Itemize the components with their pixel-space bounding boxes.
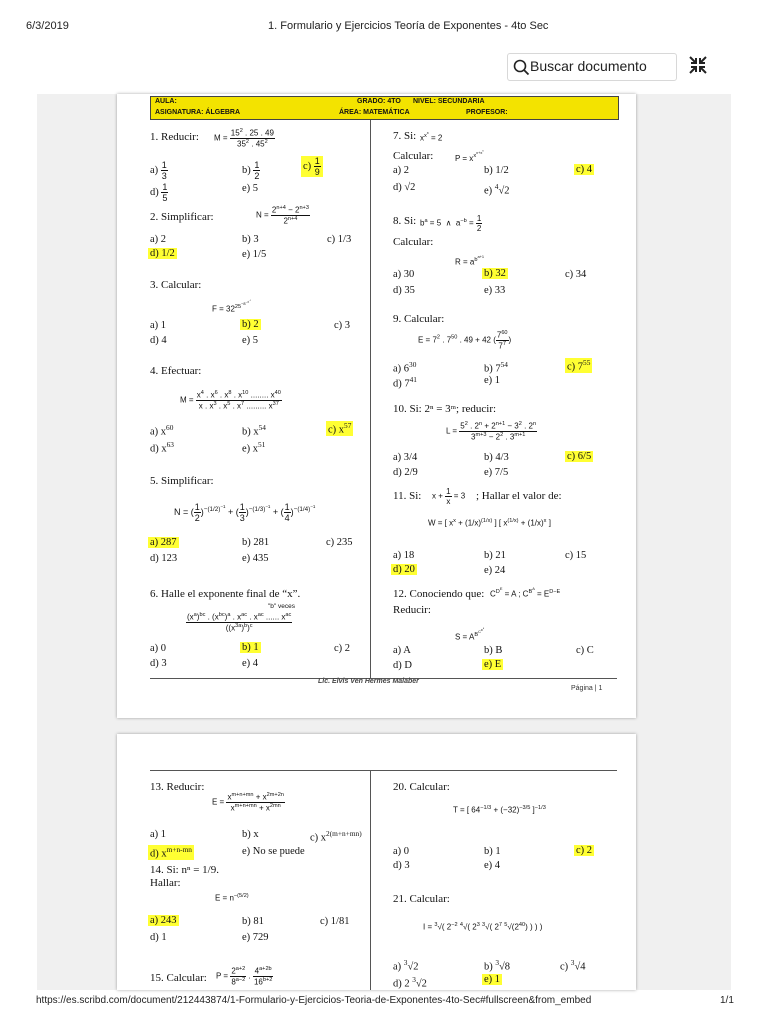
exit-fullscreen-icon[interactable]: [688, 55, 708, 75]
q14-option-e[interactable]: e) 729: [242, 932, 269, 943]
q14-label: 14. Si: nⁿ = 1/9.: [150, 864, 219, 876]
q10-option-c[interactable]: c) 6/5: [567, 451, 592, 462]
q11-option-e[interactable]: e) 24: [484, 565, 506, 576]
q10-formula: L = $\frac{5^2 . 2^n + 2^{n+1} - 3^2 . 2^n}{3^{m+3} - 2^2 . 3^{m+1}}$: [446, 421, 537, 442]
q8-option-c[interactable]: c) 34: [565, 269, 587, 280]
q7-option-b[interactable]: b) 1/2: [484, 165, 509, 176]
q12-condition: CDE = A ; $C^{B^A} = E^{D-E}$: [490, 586, 561, 599]
q10-option-e[interactable]: e) 7/5: [484, 467, 509, 478]
q8-option-a[interactable]: a) 30: [393, 269, 415, 280]
q1-option-d[interactable]: d) $\frac{1}{5}$: [150, 182, 168, 203]
q6-option-b[interactable]: b) 1: [242, 642, 259, 653]
q5-option-c[interactable]: c) 235: [326, 537, 353, 548]
q1-option-e[interactable]: e) 5: [242, 183, 259, 194]
q6-option-e[interactable]: e) 4: [242, 658, 259, 669]
q8-condition: $b^a = 5$ ∧ $a^{-b}$ = $\frac{1}{2}$: [420, 214, 482, 233]
q21-option-e[interactable]: e) 1: [484, 974, 501, 985]
q7-condition: $x^{x^x} = 2$: [420, 130, 443, 143]
q21-formula: I = $^3$√( $2^{-2}$ $^4$√( $2^3$ $^3$√( $2^7$ $^5√(2^{40})$ ) ) ): [423, 922, 543, 932]
q9-option-c[interactable]: c) $7^{55}$: [567, 358, 591, 373]
header-asignatura: ASIGNATURA: ÁLGEBRA: [155, 109, 241, 116]
q8-label: 8. Si:: [393, 215, 417, 227]
q15-label: 15. Calcular:: [150, 972, 207, 984]
header-grado: GRADO: 4TO: [357, 98, 401, 105]
q4-label: 4. Efectuar:: [150, 365, 202, 377]
header-table: [150, 96, 619, 120]
q4-option-c[interactable]: c) $x^{57}$: [328, 421, 352, 436]
header-nivel: NIVEL: SECUNDARIA: [413, 98, 485, 105]
q5-option-b[interactable]: b) 281: [242, 537, 270, 548]
q12-option-c[interactable]: c) C: [576, 645, 594, 656]
q12-option-e[interactable]: e) E: [484, 659, 502, 670]
q7-option-a[interactable]: a) 2: [393, 165, 410, 176]
q20-option-b[interactable]: b) 1: [484, 846, 501, 857]
print-url: https://es.scribd.com/document/212443874/1-Formulario-y-Ejercicios-Teoria-de-Exponentes-4to-Sec#fullscreen&from_embed: [36, 995, 592, 1006]
q5-option-d[interactable]: d) 123: [150, 553, 178, 564]
header-profesor: PROFESOR:: [466, 109, 508, 116]
q3-formula: $F = 32^{25^{-8^{-3^{-1}}}}$: [212, 300, 251, 314]
q9-formula: $E = 7^2$ . $7^{50}$ . 49 + 42 ( $\frac{7^{60}}{7^7}$ ): [418, 330, 512, 351]
q8-option-d[interactable]: d) 35: [393, 285, 415, 296]
q11-tail: ; Hallar el valor de:: [476, 490, 562, 502]
q2-formula: N = $\frac{2^{n+4} - 2^{n+3}}{2^{n+4}}$: [256, 205, 309, 226]
q13-option-e[interactable]: e) No se puede: [242, 846, 305, 857]
q8-option-b[interactable]: b) 32: [484, 268, 506, 279]
q1-option-c[interactable]: c) $\frac{1}{9}$: [301, 156, 323, 177]
q9-option-a[interactable]: a) $6^{30}$: [393, 360, 417, 375]
q7-label: 7. Si:: [393, 130, 417, 142]
q13-option-b[interactable]: b) x: [242, 829, 259, 840]
q1-label: 1. Reducir:: [150, 131, 199, 143]
q11-option-d[interactable]: d) 20: [393, 564, 415, 575]
q2-option-d[interactable]: d) 1/2: [150, 248, 175, 259]
q11-option-a[interactable]: a) 18: [393, 550, 415, 561]
q8-calc: Calcular:: [393, 236, 434, 248]
q11-formula: W = [ $x^x + (1/x)^{(1/x)}$ ] [ $x^{(1/x)} + (1/x)^x$ ]: [428, 518, 551, 528]
footer-author: Lic. Elvis Ven Hermes Malaber: [318, 678, 419, 685]
q5-formula: N = ( $\frac{1}{2}$ )$^{-(1/2)^{-1}}$ + ( $\frac{1}{3}$ )$^{-(1/3)^{-1}}$ + ( $\frac{1}{4}$ )$^{-(1/4)^{-1}}$: [174, 502, 316, 523]
q20-label: 20. Calcular:: [393, 781, 450, 793]
q9-option-e[interactable]: e) 1: [484, 375, 501, 386]
q14-option-b[interactable]: b) 81: [242, 916, 264, 927]
q1-option-a[interactable]: a) $\frac{1}{3}$: [150, 160, 167, 181]
q3-option-e[interactable]: e) 5: [242, 335, 259, 346]
search-icon: [512, 58, 530, 76]
q12-label: 12. Conociendo que:: [393, 588, 485, 600]
q3-option-a[interactable]: a) 1: [150, 320, 167, 331]
q14-formula: $E = n^{-(5/2)}$: [215, 893, 249, 903]
q15-formula: P = $\frac{2^{a+2}}{8^{a-2}}$ . $\frac{4^{a+2b}}{16^{b+2}}$: [216, 966, 273, 987]
q21-option-b[interactable]: b) $^3$√8: [484, 958, 511, 973]
search-box[interactable]: [507, 53, 677, 81]
q12-option-a[interactable]: a) A: [393, 645, 411, 656]
q4-option-e[interactable]: e) $x^{51}$: [242, 440, 266, 455]
q5-option-a[interactable]: a) 287: [150, 537, 177, 548]
q5-option-e[interactable]: e) 435: [242, 553, 269, 564]
q6-option-d[interactable]: d) 3: [150, 658, 167, 669]
print-page-count: 1/1: [720, 995, 734, 1006]
q14-hallar: Hallar:: [150, 877, 181, 889]
q20-option-a[interactable]: a) 0: [393, 846, 410, 857]
q2-option-e[interactable]: e) 1/5: [242, 249, 267, 260]
q14-option-a[interactable]: a) 243: [150, 915, 177, 926]
q2-option-c[interactable]: c) 1/3: [327, 234, 352, 245]
q14-option-c[interactable]: c) 1/81: [320, 916, 350, 927]
q9-label: 9. Calcular:: [393, 313, 445, 325]
footer-page-number: Página | 1: [571, 685, 603, 692]
page2-top-rule: [150, 770, 617, 771]
q3-option-b[interactable]: b) 2: [242, 319, 259, 330]
q1-formula: M = $\frac{15^2 . 25 . 49}{35^2 . 45^2}$: [214, 128, 274, 149]
search-input[interactable]: [530, 56, 670, 76]
q6-option-c[interactable]: c) 2: [334, 643, 351, 654]
document-page-2: [117, 734, 636, 990]
q6-note: "b" veces: [268, 603, 296, 610]
q12-formula: $S = A^{B^{C^{D^E}}}$: [455, 628, 485, 642]
page-title: 1. Formulario y Ejercicios Teoría de Exponentes - 4to Sec: [268, 20, 549, 32]
q6-label: 6. Halle el exponente final de “x”.: [150, 588, 301, 600]
q20-option-e[interactable]: e) 4: [484, 860, 501, 871]
print-date: 6/3/2019: [26, 20, 69, 32]
q3-option-c[interactable]: c) 3: [334, 320, 351, 331]
q21-option-d[interactable]: d) 2 $^3$√2: [393, 975, 427, 990]
q11-condition: x + $\frac{1}{x}$ = 3: [432, 487, 466, 506]
q3-option-d[interactable]: d) 4: [150, 335, 167, 346]
q12-reduce: Reducir:: [393, 604, 431, 616]
q20-formula: T = [ $64^{-1/3} + (-32)^{-3/5}$ ]$^{-1/3}$: [453, 805, 546, 815]
q8-formula: $R = a^{b^{a+1}}$: [455, 254, 485, 267]
q8-option-e[interactable]: e) 33: [484, 285, 506, 296]
q13-formula: E = $\frac{x^{m+n+mn} + x^{2m+2n}}{x^{m+n+mn} + x^{2mn}}$: [212, 792, 284, 813]
q10-option-b[interactable]: b) 4/3: [484, 452, 509, 463]
q2-option-a[interactable]: a) 2: [150, 234, 167, 245]
column-divider: [370, 120, 371, 678]
q1-option-b[interactable]: b) $\frac{1}{2}$: [242, 160, 260, 181]
q7-option-c[interactable]: c) 4: [576, 164, 593, 175]
q4-option-a[interactable]: a) $x^{60}$: [150, 423, 174, 438]
q20-option-d[interactable]: d) 3: [393, 860, 410, 871]
q5-label: 5. Simplificar:: [150, 475, 214, 487]
q21-option-c[interactable]: c) $^3$√4: [560, 958, 586, 973]
q13-label: 13. Reducir:: [150, 781, 205, 793]
q13-option-a[interactable]: a) 1: [150, 829, 167, 840]
header-area: ÁREA: MATEMÁTICA: [339, 109, 410, 116]
q2-label: 2. Simplificar:: [150, 211, 214, 223]
q11-option-b[interactable]: b) 21: [484, 550, 506, 561]
q21-option-a[interactable]: a) $^3$√2: [393, 958, 419, 973]
q6-formula: $\frac{(x^a)^{bc} . (x^{bc})^a . x^{ac} . x^{ac} ...... x^{ac}}{((x^{3a})^b)^c}$: [187, 612, 292, 633]
page2-column-divider: [370, 771, 371, 990]
q13-option-d[interactable]: d) $x^{m+n-mn}$: [150, 845, 192, 860]
q11-label: 11. Si:: [393, 490, 422, 502]
q4-formula: M = $\frac{x^4 . x^6 . x^8 . x^{10} ........ x^{40}}{x . x^3 . x^5 . x^7 ......... x^{37}}$: [180, 390, 281, 411]
q9-option-d[interactable]: d) $7^{41}$: [393, 375, 417, 390]
q12-option-b[interactable]: b) B: [484, 645, 503, 656]
q2-option-b[interactable]: b) 3: [242, 234, 259, 245]
q9-option-b[interactable]: b) $7^{54}$: [484, 360, 508, 375]
q10-option-d[interactable]: d) 2/9: [393, 467, 418, 478]
q7-option-d[interactable]: d) √2: [393, 182, 416, 193]
q21-label: 21. Calcular:: [393, 893, 450, 905]
q12-option-d[interactable]: d) D: [393, 660, 412, 671]
q7-formula: $P = x^{x^{x+x^x}}$: [455, 150, 484, 163]
q10-label: 10. Si: 2ⁿ = 3ᵐ; reducir:: [393, 403, 497, 415]
q4-option-d[interactable]: d) $x^{63}$: [150, 440, 174, 455]
q14-option-d[interactable]: d) 1: [150, 932, 167, 943]
q4-option-b[interactable]: b) $x^{54}$: [242, 423, 266, 438]
q13-option-c[interactable]: c) $x^{2(m+n+mn)}$: [310, 829, 362, 844]
q6-option-a[interactable]: a) 0: [150, 643, 167, 654]
q20-option-c[interactable]: c) 2: [576, 845, 593, 856]
header-aula: AULA:: [155, 98, 177, 105]
q7-option-e[interactable]: e) $^4$√2: [484, 182, 510, 197]
q3-label: 3. Calcular:: [150, 279, 202, 291]
q11-option-c[interactable]: c) 15: [565, 550, 587, 561]
q10-option-a[interactable]: a) 3/4: [393, 452, 418, 463]
q7-calc: Calcular:: [393, 150, 434, 162]
